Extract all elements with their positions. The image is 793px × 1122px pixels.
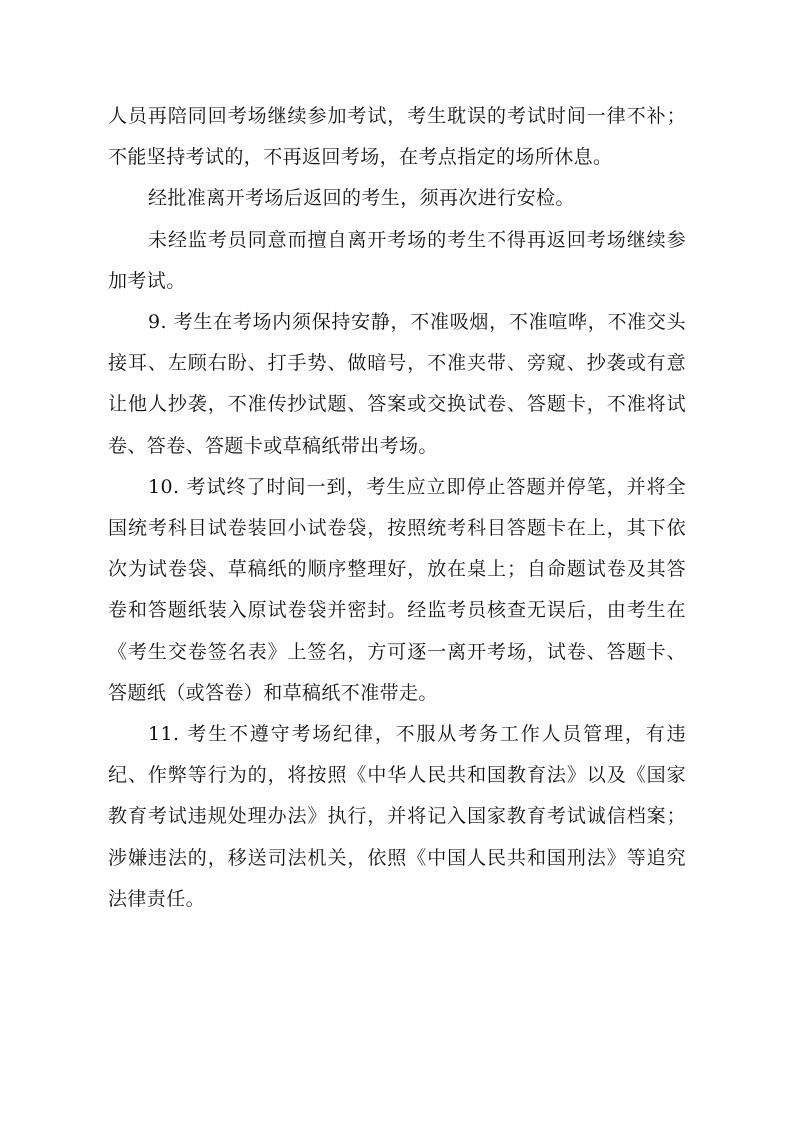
paragraph-rule-9: 9. 考生在考场内须保持安静，不准吸烟，不准喧哗，不准交头接耳、左顾右盼、打手势、做暗号，不准夹带、旁窥、抄袭或有意让他人抄袭，不准传抄试题、答案或交换试卷、答题卡，不准将试卷、答卷、答题卡或草稿纸带出考场。 bbox=[108, 311, 686, 457]
paragraph-reentry-security-check: 经批准离开考场后返回的考生，须再次进行安检。 bbox=[148, 187, 575, 210]
paragraph-continuation: 人员再陪同回考场继续参加考试，考生耽误的考试时间一律不补；不能坚持考试的，不再返回考场，在考点指定的场所休息。 bbox=[108, 105, 686, 169]
paragraph-unauthorized-leave: 未经监考员同意而擅自离开考场的考生不得再返回考场继续参加考试。 bbox=[108, 228, 686, 292]
paragraph-rule-11: 11. 考生不遵守考场纪律，不服从考务工作人员管理，有违纪、作弊等行为的，将按照《中华人民共和国教育法》以及《国家教育考试违规处理办法》执行，并将记入国家教育考试诚信档案；涉嫌违法的，移送司法机关，依照《中国人民共和国刑法》等追究法律责任。 bbox=[108, 723, 686, 910]
paragraph-rule-10: 10. 考试终了时间一到，考生应立即停止答题并停笔，并将全国统考科目试卷装回小试卷袋，按照统考科目答题卡在上，其下依次为试卷袋、草稿纸的顺序整理好，放在桌上；自命题试卷及其答卷和答题纸装入原试卷袋并密封。经监考员核查无误后，由考生在《考生交卷签名表》上签名，方可逐一离开考场，试卷、答题卡、答题纸（或答卷）和草稿纸不准带走。 bbox=[108, 475, 686, 704]
document-body bbox=[108, 96, 686, 920]
